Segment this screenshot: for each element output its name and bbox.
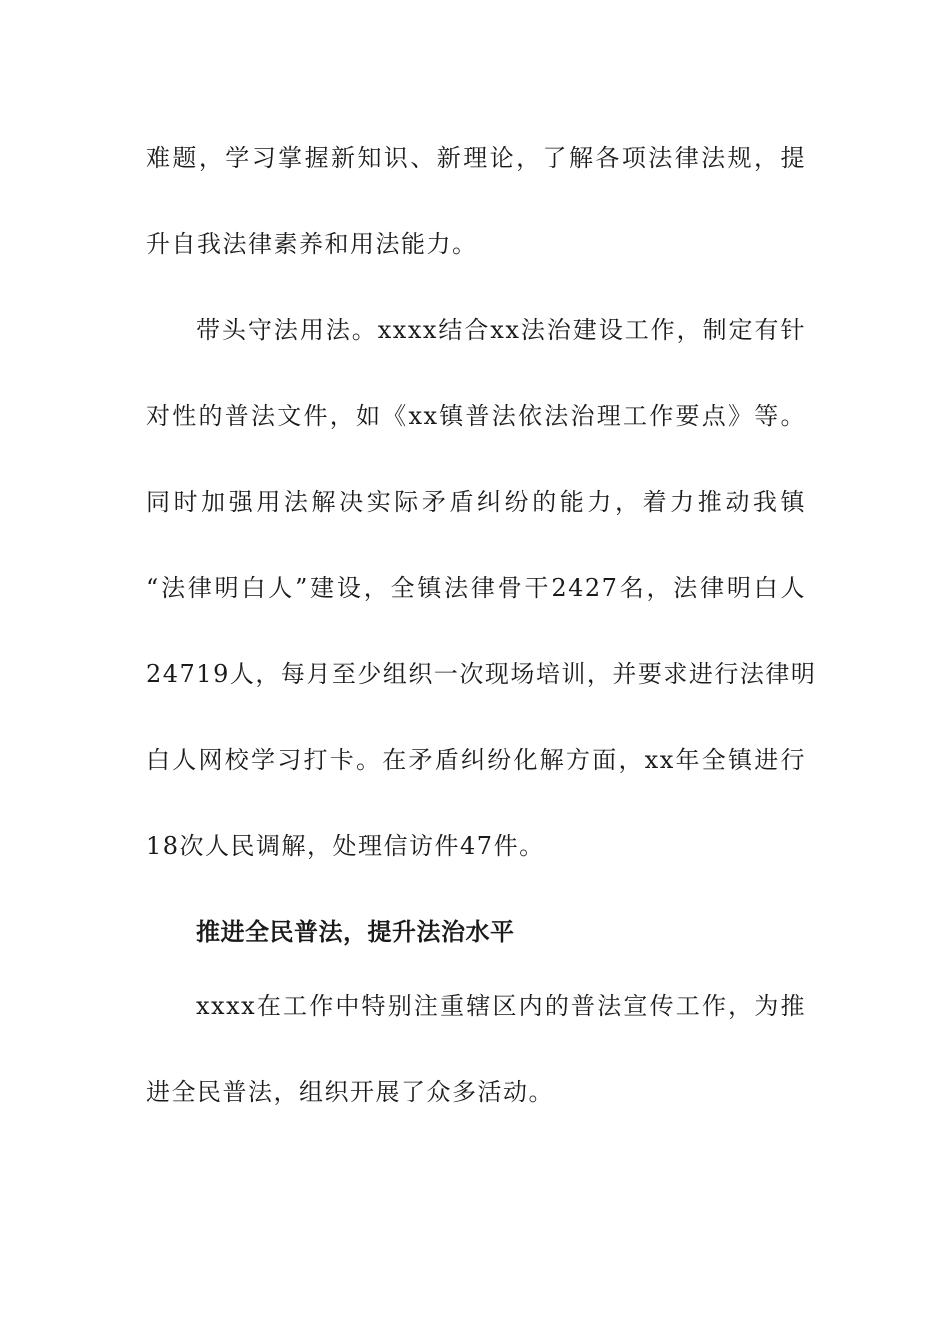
section-heading: 推进全民普法，提升法治水平 [196,918,515,946]
paragraph-line: 进全民普法，组织开展了众多活动。 [146,1078,554,1106]
paragraph-line: “法律明白人”建设，全镇法律骨干2427名，法律明白人 [146,574,806,602]
paragraph-line: 升自我法律素养和用法能力。 [146,230,478,258]
paragraph-line: 对性的普法文件，如《xx镇普法依法治理工作要点》等。 [146,402,806,430]
paragraph-line: 24719人，每月至少组织一次现场培训，并要求进行法律明 [146,660,817,688]
paragraph-line: 18次人民调解，处理信访件47件。 [146,832,545,860]
paragraph-line: xxxx在工作中特别注重辖区内的普法宣传工作，为推 [196,992,806,1020]
paragraph-line: 同时加强用法解决实际矛盾纠纷的能力，着力推动我镇 [146,488,806,516]
paragraph-line: 白人网校学习打卡。在矛盾纠纷化解方面，xx年全镇进行 [146,746,806,774]
paragraph-line: 难题，学习掌握新知识、新理论，了解各项法律法规，提 [146,144,806,172]
paragraph-line: 带头守法用法。xxxx结合xx法治建设工作，制定有针 [196,316,806,344]
